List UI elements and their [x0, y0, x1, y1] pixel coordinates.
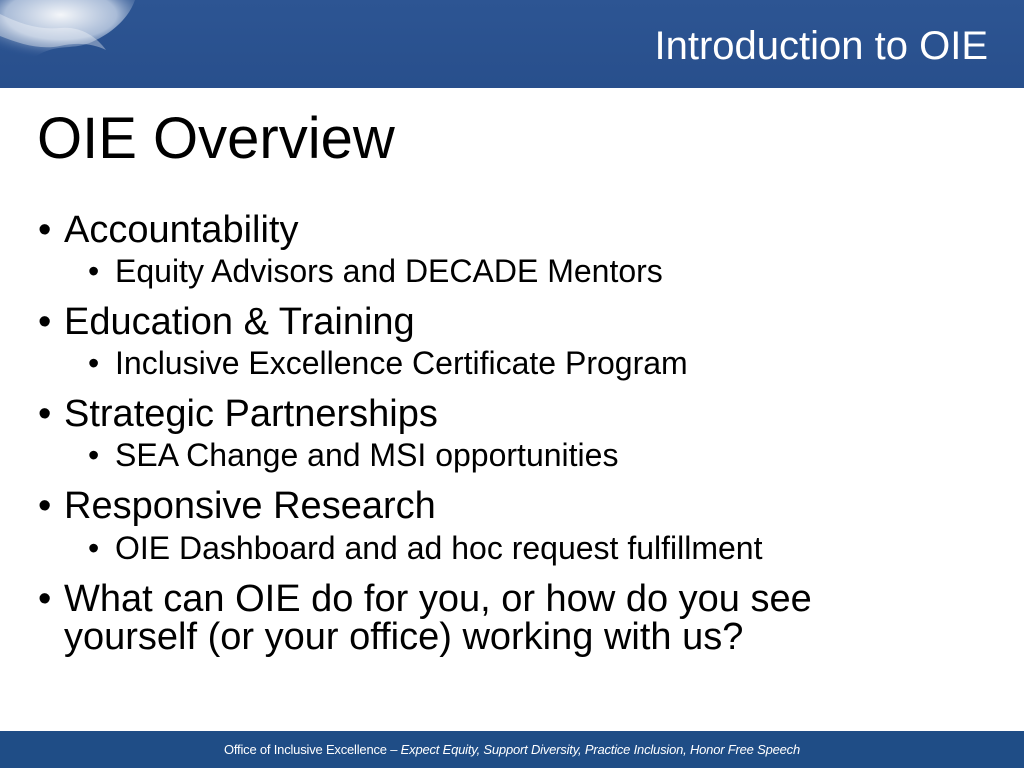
bullet-item: [38, 580, 918, 656]
sub-bullet-text: Inclusive Excellence Certificate Program: [115, 345, 688, 381]
footer-office: Office of Inclusive Excellence –: [223, 742, 401, 757]
bullet-marker: •: [38, 578, 52, 620]
sub-bullet-marker: •: [88, 530, 100, 566]
bullet-text: Strategic Partnerships: [64, 393, 438, 435]
footer-tagline: Expect Equity, Support Diversity, Practice Inclusion, Honor Free Speech: [400, 742, 801, 757]
bullet-marker: •: [38, 301, 52, 343]
sub-bullet-item: [88, 439, 618, 471]
sub-bullet-item: [88, 347, 688, 379]
sub-bullet-marker: •: [88, 345, 100, 381]
sub-bullet-text: SEA Change and MSI opportunities: [115, 437, 619, 473]
sub-bullet-item: [88, 532, 762, 564]
bullet-text: Education & Training: [64, 301, 415, 343]
bullet-item: [38, 303, 415, 341]
sub-bullet-item: [88, 255, 663, 287]
bullet-text: Accountability: [64, 209, 299, 251]
bullet-marker: •: [38, 485, 52, 527]
section-title: Introduction to OIE: [654, 24, 988, 68]
bullet-item: [38, 211, 298, 249]
bullet-marker: •: [38, 209, 52, 251]
sub-bullet-marker: •: [88, 437, 100, 473]
sub-bullet-text: OIE Dashboard and ad hoc request fulfillment: [115, 530, 763, 566]
footer-band: [0, 731, 1024, 768]
bullet-text: What can OIE do for you, or how do you see yourself (or your office) working with us?: [64, 578, 812, 658]
footer-text: [0, 742, 1024, 758]
bullet-text: Responsive Research: [64, 485, 436, 527]
sub-bullet-text: Equity Advisors and DECADE Mentors: [115, 253, 663, 289]
bullet-item: [38, 395, 438, 433]
sub-bullet-marker: •: [88, 253, 100, 289]
slide-title: OIE Overview: [37, 106, 395, 171]
bullet-marker: •: [38, 393, 52, 435]
bullet-item: [38, 487, 436, 525]
